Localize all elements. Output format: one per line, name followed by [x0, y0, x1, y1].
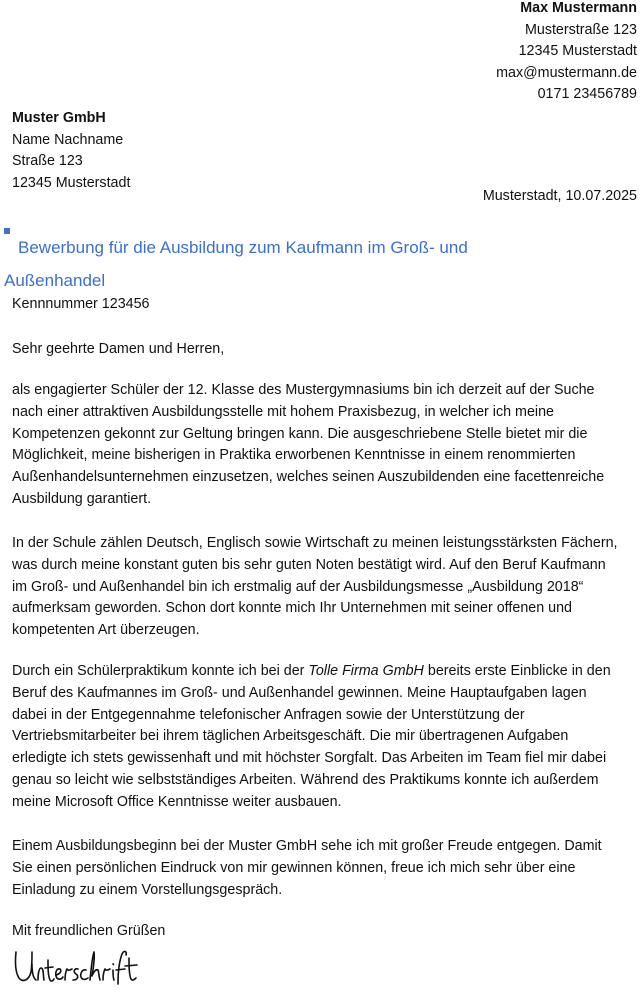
recipient-company: Muster GmbH — [12, 110, 106, 126]
paragraph-2 — [12, 533, 634, 642]
signature-image — [10, 944, 140, 988]
paragraph-line: dabei in der Entgegennahme telefonischer Anfragen sowie der Unterstützung der — [12, 706, 525, 723]
subject-heading — [4, 231, 564, 297]
paragraph-line: erledigte ich stets gewissenhaft und mit höchster Sorgfalt. Das Arbeiten im Team fiel mir dabei — [12, 750, 607, 767]
paragraph-1 — [12, 380, 634, 511]
paragraph-line: nach einer attraktiven Ausbildungsstelle mit hohem Praxisbezug, in welcher ich meine — [12, 403, 554, 420]
paragraph-line: meine Microsoft Office Kenntnisse weiter ausbauen. — [12, 793, 342, 810]
sender-name: Max Mustermann — [520, 0, 637, 16]
signature — [10, 944, 140, 996]
recipient-street: Straße 123 — [12, 153, 83, 169]
recipient-address — [12, 108, 130, 194]
paragraph-line: genau so leicht wie selbstständiges Arbeiten. Während des Praktikums konnte ich außerdem — [12, 771, 599, 788]
paragraph-line: als engagierter Schüler der 12. Klasse des Mustergymnasiums bin ich derzeit auf der Suche — [12, 382, 595, 398]
paragraph-line: kompetenten Art überzeugen. — [12, 622, 200, 639]
text-segment: Durch ein Schülerpraktikum konnte ich bei der — [12, 663, 309, 679]
subject-line-1: Bewerbung für die Ausbildung zum Kaufmann im Groß- und — [18, 238, 468, 257]
paragraph-line: Vertriebsmitarbeiter bei ihrem täglichen Arbeitsgeschäft. Die mir übertragenen Aufgaben — [12, 728, 569, 745]
salutation: Sehr geehrte Damen und Herren, — [12, 341, 225, 357]
paragraph-line: Einladung zu einem Vorstellungsgespräch. — [12, 881, 283, 898]
paragraph-line: Möglichkeit, meine bisherigen in Praktika erworbenen Kenntnisse in einem renommierten — [12, 447, 576, 464]
sender-address — [496, 0, 637, 106]
company-name-italic: Tolle Firma GmbH — [308, 663, 424, 679]
paragraph-line: Kompetenzen gekonnt zur Geltung bringen kann. Die ausgeschriebene Stelle bietet mir die — [12, 425, 588, 442]
paragraph-line — [12, 661, 634, 683]
sender-email: max@mustermann.de — [496, 64, 637, 81]
paragraph-line: aufmerksam geworden. Schon dort konnte mich Ihr Unternehmen mit seiner offenen und — [12, 600, 573, 617]
sender-city: 12345 Musterstadt — [518, 43, 637, 59]
paragraph-line: Ausbildung garantiert. — [12, 490, 152, 507]
recipient-contact: Name Nachname — [12, 131, 124, 148]
paragraph-line: Sie einen persönlichen Eindruck von mir gewinnen können, freue ich mich sehr über eine — [12, 859, 576, 876]
letter-date: Musterstadt, 10.07.2025 — [482, 188, 637, 204]
text-segment: bereits erste Einblicke in den — [423, 663, 611, 679]
paragraph-line: Einem Ausbildungsbeginn bei der Muster GmbH sehe ich mit großer Freude entgegen. Damit — [12, 838, 602, 854]
sender-street: Musterstraße 123 — [524, 21, 637, 38]
recipient-city: 12345 Musterstadt — [12, 174, 131, 191]
paragraph-line: im Groß- und Außenhandel bin ich erstmalig auf der Ausbildungsmesse „Ausbildung 2018“ — [12, 578, 584, 595]
paragraph-line: Außenhandelsunternehmen einzusetzen, welches seinen Auszubildenden eine facettenreiche — [12, 469, 605, 486]
paragraph-line: was durch meine konstant guten bis sehr guten Noten bestätigt wird. Auf den Beruf Kaufmann — [12, 556, 606, 573]
reference-number: Kennnummer 123456 — [12, 296, 150, 312]
paragraph-line: Beruf des Kaufmannes im Groß- und Außenhandel gewinnen. Meine Hauptaufgaben lagen — [12, 684, 587, 701]
paragraph-3 — [12, 661, 634, 814]
paragraph-4 — [12, 836, 634, 901]
subject-line-2: Außenhandel — [4, 271, 106, 290]
closing-greeting: Mit freundlichen Grüßen — [12, 923, 166, 939]
paragraph-line: In der Schule zählen Deutsch, Englisch sowie Wirtschaft zu meinen leistungsstärksten Fächern, — [12, 535, 618, 551]
sender-phone: 0171 23456789 — [537, 86, 637, 102]
